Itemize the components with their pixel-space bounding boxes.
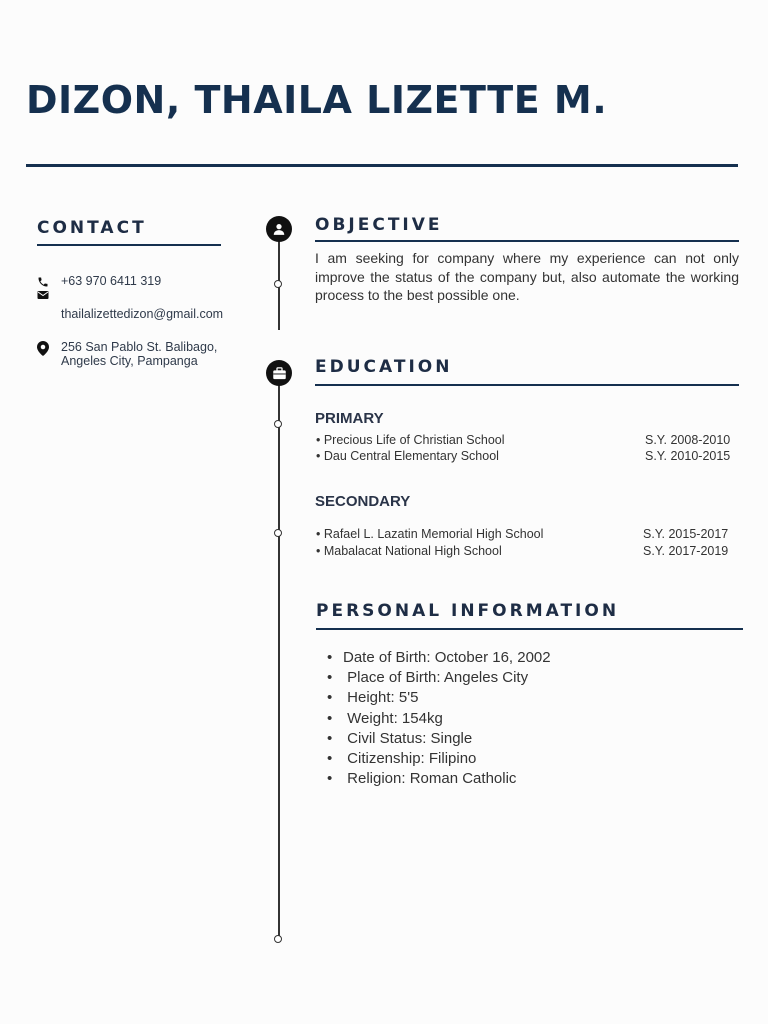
timeline-node — [274, 420, 282, 428]
objective-text: I am seeking for company where my experience can not only improve the status of the company but, also automate the working process to the best possible one. — [315, 250, 739, 303]
edu-school: • Precious Life of Christian School — [316, 433, 505, 447]
timeline-node — [274, 280, 282, 288]
person-icon — [266, 216, 292, 242]
edu-years: S.Y. 2017-2019 — [643, 544, 729, 558]
contact-phone: +63 970 6411 319 — [61, 274, 162, 288]
edu-school: • Rafael L. Lazatin Memorial High School — [316, 527, 544, 541]
edu-school: • Dau Central Elementary School — [316, 449, 499, 463]
objective-title: OBJECTIVE — [315, 215, 443, 235]
secondary-heading: SECONDARY — [315, 493, 411, 510]
edu-years: S.Y. 2015-2017 — [643, 527, 729, 541]
personal-info-title: PERSONAL INFORMATION — [316, 601, 620, 621]
education-divider — [315, 384, 739, 386]
contact-address-line1: 256 San Pablo St. Balibago, — [61, 340, 218, 354]
briefcase-icon — [266, 360, 292, 386]
mail-icon — [37, 290, 49, 300]
education-title: EDUCATION — [315, 357, 453, 377]
timeline-node — [274, 935, 282, 943]
list-item: • Place of Birth: Angeles City — [327, 669, 529, 687]
list-item: • Religion: Roman Catholic — [327, 770, 517, 788]
timeline-line-main — [278, 384, 280, 939]
list-item: • Weight: 154kg — [327, 709, 443, 727]
edu-years: S.Y. 2008-2010 — [645, 433, 731, 447]
header-divider — [26, 164, 738, 167]
list-item: • Civil Status: Single — [327, 729, 473, 747]
contact-email: thailalizettedizon@gmail.com — [61, 307, 224, 321]
contact-divider — [37, 244, 221, 246]
objective-divider — [315, 240, 739, 242]
contact-address-line2: Angeles City, Pampanga — [61, 354, 198, 368]
location-pin-icon — [37, 341, 49, 356]
primary-heading: PRIMARY — [315, 410, 384, 427]
page-title: DIZON, THAILA LIZETTE M. — [26, 78, 608, 122]
list-item: • Date of Birth: October 16, 2002 — [327, 649, 551, 666]
edu-school: • Mabalacat National High School — [316, 544, 502, 558]
contact-title: CONTACT — [37, 218, 147, 238]
personal-info-list — [327, 648, 551, 789]
list-item: • Citizenship: Filipino — [327, 750, 477, 768]
edu-years: S.Y. 2010-2015 — [645, 449, 731, 463]
list-item: • Height: 5'5 — [327, 689, 419, 707]
personal-info-divider — [316, 628, 743, 630]
phone-icon — [37, 276, 49, 288]
timeline-node — [274, 529, 282, 537]
